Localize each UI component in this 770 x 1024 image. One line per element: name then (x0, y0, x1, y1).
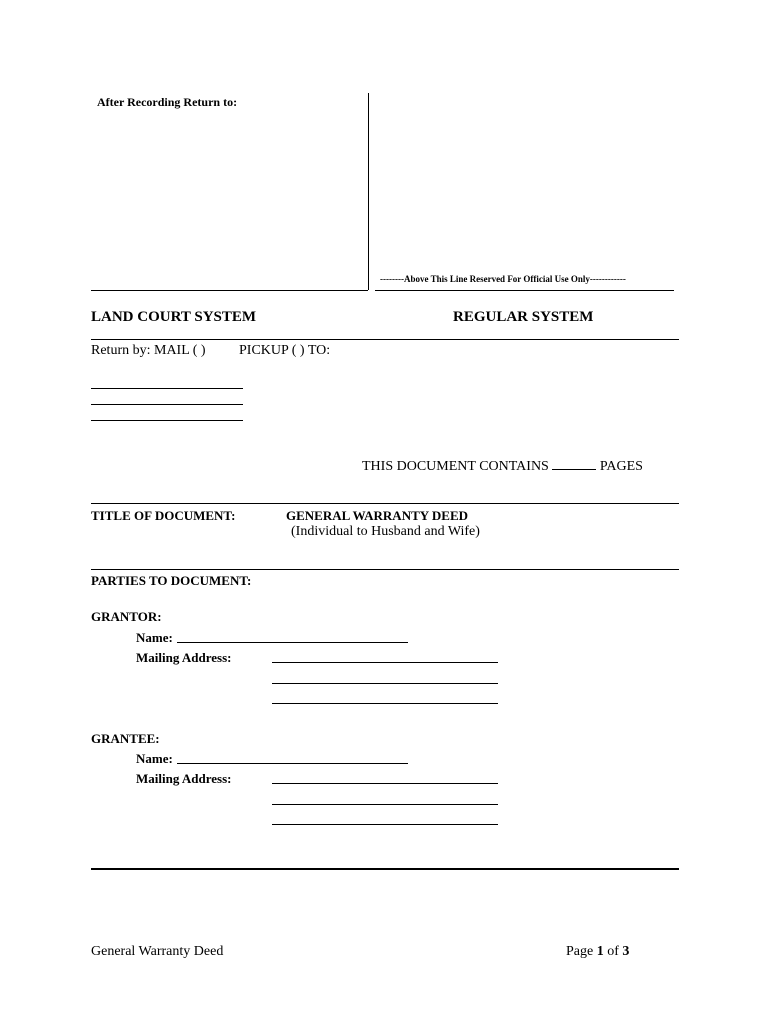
title-of-document-label: TITLE OF DOCUMENT: (91, 508, 236, 523)
parties-top-rule (91, 569, 679, 570)
page-word: Page (566, 944, 594, 959)
parties-heading: PARTIES TO DOCUMENT: (91, 573, 252, 588)
pages-count-suffix: PAGES (599, 459, 643, 474)
system-rule (91, 339, 679, 340)
grantee-name-field[interactable] (177, 763, 408, 764)
return-to-line-2[interactable] (91, 404, 243, 405)
recording-bottom-rule-left (91, 290, 368, 291)
document-subtitle: (Individual to Husband and Wife) (291, 524, 480, 539)
grantee-address-line-3[interactable] (272, 824, 498, 825)
grantee-address-line-2[interactable] (272, 804, 498, 805)
regular-system-heading: REGULAR SYSTEM (453, 309, 594, 325)
footer-document-name: General Warranty Deed (91, 944, 224, 959)
page-of: of (607, 944, 619, 959)
document-title: GENERAL WARRANTY DEED (286, 508, 469, 523)
page-current: 1 (596, 944, 604, 959)
return-to-line-1[interactable] (91, 388, 243, 389)
grantee-address-label: Mailing Address: (136, 771, 232, 786)
official-use-note: --------Above This Line Reserved For Official Use Only------------ (380, 274, 626, 284)
return-to-label: After Recording Return to: (97, 95, 238, 109)
pages-count-line (362, 457, 643, 475)
grantee-heading: GRANTEE: (91, 731, 160, 746)
grantor-address-line-1[interactable] (272, 662, 498, 663)
parties-bottom-rule (91, 868, 679, 870)
grantor-name-field[interactable] (177, 642, 408, 643)
pages-count-blank[interactable] (552, 457, 596, 470)
pages-count-prefix: THIS DOCUMENT CONTAINS (362, 459, 549, 474)
return-by-mail-label: Return by: MAIL ( ) (91, 343, 206, 358)
page-total: 3 (622, 944, 630, 959)
recording-bottom-rule-right (375, 290, 674, 291)
return-by-pickup-label: PICKUP ( ) TO: (239, 343, 331, 358)
grantee-address-line-1[interactable] (272, 783, 498, 784)
grantor-heading: GRANTOR: (91, 609, 162, 624)
return-to-line-3[interactable] (91, 420, 243, 421)
grantor-address-label: Mailing Address: (136, 650, 232, 665)
grantor-address-line-3[interactable] (272, 703, 498, 704)
land-court-system-heading: LAND COURT SYSTEM (91, 309, 257, 325)
grantor-name-label: Name: (136, 630, 173, 645)
title-top-rule (91, 503, 679, 504)
footer-page-number (566, 944, 629, 960)
grantor-address-line-2[interactable] (272, 683, 498, 684)
grantee-name-label: Name: (136, 751, 173, 766)
reserved-area-divider (368, 93, 369, 290)
